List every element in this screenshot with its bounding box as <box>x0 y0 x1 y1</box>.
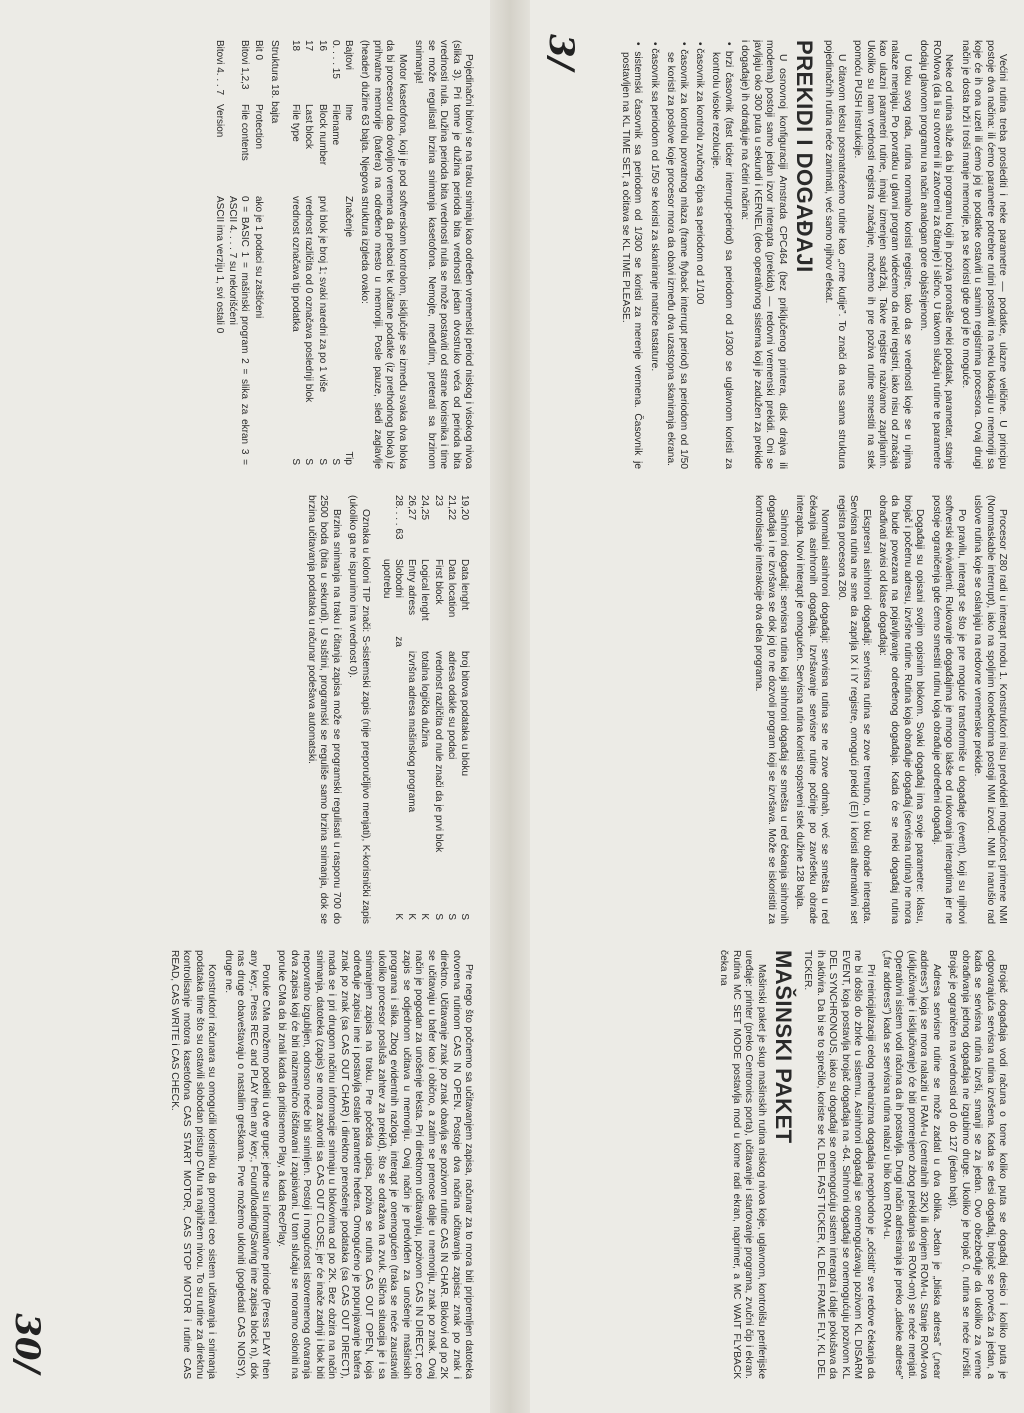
table-cell: Protection <box>252 104 264 150</box>
table-head-cell: Ime <box>343 104 355 121</box>
bullet-text: brzi časovnik (fast ticker interrupt-period) sa periodom od 1/300 se uglavnom koristi za kontrolu visoke rezolucije. <box>710 50 734 469</box>
table-cell: 26,27 <box>406 495 418 521</box>
table-cell: Entry adress <box>406 559 418 616</box>
table-row <box>225 40 250 469</box>
table-cell: 21,22 <box>445 495 457 521</box>
right-col-3 <box>544 950 1008 1379</box>
table-cell: prvi blok je broj 1; svaki naredni za po 1 više <box>316 196 328 393</box>
table-row <box>315 40 328 469</box>
paragraph-oznaka: Oznaka u koloni TIP znači: S-sistemski zapis (nije preporučljivo menjati), K-korisnički zapis (ukoliko ga ne ispunimo ima vrednost 0). <box>347 495 371 924</box>
paragraph-pre-nego: Pre nego što počnemo sa učitavanjem zapisa, računar za to mora biti pripremljen datoteka otvorena rutinom CAS IN OPEN. Postoje dva načina učitavanja zapisa: znak po znak i direktno. Učitavanje znak po znak obavlja se pozivom rutine CAS IN CHAR. Blokovi od po 2K se učitavaju u bafer kao i obično, a zatim se prenose dalje u memoriju, znak po znak. Ovaj način je pogodan za unošenje teksta. Pri direktnom učitavanju, pozivom CAS IN DIRECT, ceo zapis se odjednom učitava u memoriju. Ovaj način je predviđen za unošenje mašinskih programa i slika. Zbog evidentnih razloga, interapt je onemogućen (traka se neće zaustaviti ukoliko procesor posluša zahtev za prekid), što se odražava na zvuk. Slična situacija je i sa snimanjem zapisa na traku. Pre početka upisa, poziva se rutina CAS OUT OPEN, koja određuje zapisu ime i postavlja ostale parametre hedera. Omogućeno je popunjavanje bafera znak po znak (sa CAS OUT CHAR) i direktno prenošenje podataka (sa CAS OUT DIRECT), mada se i pri drugom načinu informacije snimaju u blokovima od po 2K. Bez obzira na način snimanja, datoteka (zapis) se mora zatvoriti sa CAS OUT CLOSE, jer će inače zadnji i blok biti nepovratno izgubljen, odnosno neće biti snimljen. Postoji i mogućnost istovremenog otvaranja dva zapisa koji će biti naizmenično iščitavani i zapisivani. U tom slučaju se moramo osloniti na poruke CMa da bi znali kada da pritisnemo Play, a kada Rec/Play. <box>276 950 474 1379</box>
left-col-1 <box>10 40 474 469</box>
struct-title: Struktura 18. bajta <box>269 40 281 124</box>
paragraph: Pri reinicijalizaciji celog mehanizma događaja neophodno je „očistiti” sve redove čekanja da ne bi došlo do zbrke u sistemu. Asinhroni događaji se onemogućavaju pozivom KL DISARM EVENT, koja postavlja brojač događaja na -64. Sinhroni događaji se onemogućuju pozivom KL DEL SYNCHRONOUS, iako su događaji se onemogućuju sistem interapta i dalje pokušava da ih aktivira. Da bi se to sprečilo, koriste se KL DEL FAST TICKER, KL DEL FRAME FLY, KL DEL TICKER. <box>802 950 876 1379</box>
table-cell: Filename <box>329 104 341 146</box>
table-cell: S <box>303 458 315 465</box>
table-cell: Slobodni za upotrebu <box>380 559 405 647</box>
table-cell: First block <box>432 559 444 605</box>
paragraph-intro: Pojedinačni bitovi se na traku snimaju kao određen vremenski period niskog i visokog nivoa (slika 3). Pri tome je dužina perioda bita vrednosti jedan dvostruko veća od perioda bita vrednosti nula. Dužina perioda bita vrednosti nula se može postaviti od strane korisnika i time se može regulisati brzina snimanja kasetofona. Nemojte, međutim, preterati sa brzinom snimanja! <box>413 40 474 469</box>
table-cell: 0 = BASIC 1 = mašinski program 2 = slika za ekran 3 = ASCII 4. . . . 7 su nekorišćeni <box>227 196 251 465</box>
table-cell: vrednost označava tip podatka <box>290 196 302 332</box>
paragraph: Većini rutina treba proslediti i neke parametre — podatke, ulazne veličine. U principu postoje dva načina: ili ćemo parametre potrebne rutini postaviti na neku lokaciju u memoriji sa koje će ih ona uzeti ili ćemo joj te podatke ostaviti u samim registrima procesora. Ovaj drugi način je dosta brži i troši manje memorije, pa se koristi gde god je to moguće. <box>959 40 1008 469</box>
bullet-text: časovnik za kontrolu zvučnog čipa sa periodom od 1/100 <box>694 48 706 305</box>
paragraph-sinhroni: Sinhroni događaji: servisna rutina koji sinhroni događaj se smešta u red čekanja sinhronih događaja i ne izvršava se dok joj to ne dozvoli program koji se izvršava. Može se iskoristiti za kontrolisanje interakcije dva dela programa. <box>753 495 789 924</box>
bullet-item: • brzi časovnik (fast ticker interrupt-period) sa periodom od 1/300 se uglavnom koristi za kontrolu visoke rezolucije. <box>710 42 734 469</box>
table-cell: S <box>445 913 457 920</box>
table-cell: Data location <box>445 559 457 618</box>
table-cell: S <box>459 913 470 920</box>
table-head-cell: Značenje <box>343 196 355 238</box>
table-row <box>404 495 417 924</box>
table-cell: K <box>393 913 405 920</box>
paragraph: U osnovnoj konfiguraciji Amstrada CPC464 (bez priključenog printera, disk drajva ili modema) postoji samo jedan izvor interapta (prekida) — redovni vremenski prekidi. Oni se javljaju oko 300 puta u sekundi i KERNEL (deo operativnog sistema koji je zadužen za prekide i događaje) ih odradjuje na četiri načina: <box>739 40 788 469</box>
bullet-text: sistemski časovnik sa periodom od 1/300 se koristi za merenje vremena. Časovnik je postavljen na KL TIME SET, a očitava se KL TIME PLEASE. <box>619 51 644 469</box>
paragraph-motor: Motor kasetofona, koji je pod softverskom kontrolom, isključuje se između svaka dva bloka da bi procesoru dao dovoljno vremena da prebaci tek učitane podatke (iz prethodnog bloka) iz prihvatne memorije (bafera) na određeno mesto u memoriji. Posle pauze, sledi zaglavlje (header) dužine 63 bajta. Njegova struktura izgleda ovako: <box>359 40 408 469</box>
table-cell: 16 <box>316 40 328 52</box>
table-cell: S <box>329 458 341 465</box>
table-cell: File type <box>290 104 302 142</box>
header-structure-table-continued <box>379 495 470 924</box>
left-page <box>0 0 490 1413</box>
table-cell: S <box>290 458 302 465</box>
table-row <box>457 495 470 924</box>
table-cell: Bitovi 4. . . 7 <box>214 40 226 96</box>
table-cell: S <box>316 458 328 465</box>
table-cell: vrednost različita od nule znači da je prvi blok <box>432 651 444 853</box>
table-row <box>444 495 457 924</box>
left-col-2 <box>10 495 474 924</box>
paragraph-normalni: Normalni asinhroni događaji: servisna rutina se ne zove odmah, već se smešta u red čekanja asinhronih događaja. Izvršavanje servisne rutine počinje po završetku obrade interapta. Novi interapt je omogućen. Servisna rutina koristi sopstveni stek dužine 128 bajta. <box>794 495 831 924</box>
table-row <box>328 40 341 469</box>
right-col-1 <box>544 40 1008 469</box>
right-page <box>534 0 1024 1413</box>
right-col-2 <box>544 495 1008 924</box>
table-cell: totalna logička dužina <box>419 651 431 748</box>
table-cell: vrednost različita od 0 označava poslednji blok <box>303 196 315 403</box>
table-cell: S <box>432 913 444 920</box>
header-structure-table <box>288 40 354 469</box>
paragraph-konstruktori: Konstruktori računara su omogućili korisniku da promeni ceo sistem učitavanja i snimanja podataka time što su ostavili slobodan pristup CMu na najnižem nivou. To su rutine za direktnu kontrolisanje motora kasetofona CAS START MOTOR, CAS STOP MOTOR i rutine CAS READ, CAS WRITE i CAS CHECK. <box>168 950 218 1379</box>
table-cell: 28. . . . 63 <box>393 495 405 540</box>
table-cell: broj bitova podataka u bloku <box>459 651 470 777</box>
table-cell: izvršna adresa mašinskog programa <box>406 651 418 813</box>
table-cell: 19,20 <box>459 495 470 521</box>
paragraph: Brojač događaja vodi računa o tome koliko puta se događaj desio i koliko puta je odgovarajuća servisna rutina izvršena. Kada se desi događaj, brojač se poveća za jedan, a kada se servisna rutina izvrši, smanji se za jedan. Ovo obezbeđuje da ukoliko za vreme obrađivanja jednog događaja ne izgubimo druge. Ukoliko je brojač 0, rutina se neće izvršiti. Brojač je ograničen na vrednosti od 0 do 127 (jedan bajt). <box>947 950 1008 1379</box>
bullet-item: • sistemski časovnik sa periodom od 1/300 se koristi za merenje vremena. Časovnik je postavljen na KL TIME SET, a očitava se KL TIME PLEASE. <box>619 42 644 469</box>
table-header-row <box>341 40 354 469</box>
section-heading-masinski-paket: MAŠINSKI PAKET <box>771 950 796 1144</box>
table-cell: Bitovi 1,2,3 <box>239 40 251 90</box>
table-head-cell: Bajtovi <box>343 40 355 71</box>
table-cell: File contents <box>239 104 251 161</box>
paragraph-brzina: Brzina snimanja na traku i čitanja zapisa može se programski regulisati u rasponu 700 do 2500 boda (bita u sekundi). U suštini, programski se reguliše samo brzina snimanja, dok se brzina učitavanja podataka u računar podešava automatski. <box>305 495 342 924</box>
bullet-item: • časovnik za kontrolu povratnog mlaza (frame flyback interrupt period) sa periodom od 1/50 se koristi za poslove koje procesor mora da obavi između dva uzastopna skaniranja ekrana. <box>665 42 689 469</box>
table-row <box>301 40 314 469</box>
table-cell <box>379 651 404 906</box>
table-cell: K <box>406 913 418 920</box>
paragraph-ekspresni: Ekspresni asinhroni događaji: servisna rutina se zove trenutno, u toku obrade interapta. Servisna rutina ne sme da zaprlja IX i IY registre, omogući prekid (EI) i koristi alternativni set registra procesora Z80. <box>835 495 872 924</box>
table-cell: 23 <box>432 495 444 507</box>
paragraph: U toku svog rada, rutina normalno koristi registre, tako da se vrednosti koje se u njima nalaze menjaju. Po povratku u glavni program videćemo da neki registri, iako nisu od značaja kao ulazni parametri rutine, imaju izmenjen sadržaj. Takve registre nazivamo zaprljanim. Ukoliko su nam vrednosti registra značajne, možemo ih pre poziva rutine smestiti na stek pomoću PUSH instrukcije. <box>852 40 913 469</box>
bullet-item: • časovnik sa periodom od 1/50 se koristi za skaniranje matrice tastature. <box>648 42 660 372</box>
table-row <box>212 40 225 469</box>
table-row <box>417 495 430 924</box>
table-cell: 17 <box>303 40 315 52</box>
table-cell: Block number <box>316 104 328 166</box>
table-cell: ASCII ima verziju 1, svi ostali 0 <box>214 196 226 334</box>
table-row <box>251 40 264 469</box>
table-row <box>379 495 404 924</box>
section-heading-prekidi: PREKIDI I DOGAĐAJI <box>791 40 817 273</box>
page-fold <box>490 0 530 1413</box>
byte18-structure-table <box>212 40 264 469</box>
paragraph: Procesor Z80 radi u interapt modu 1. Konstruktori nisu predvideli mogućnost primene NMI (Nonmaskable interrupt), iako na spoljnim konektorima postoji NMI izvod. NMI bi narušio rad uslove rutina koje se oslanjaju na redovne vremenske prekide. <box>972 495 1008 924</box>
table-cell: Last block <box>303 104 315 150</box>
paragraph: Događaji su opisani svojim opisnim blokom. Svaki događaj ima svoje parametre: klasu, brojač i početnu adresu, izvršne rutine. Rutina koja obrađuje događaj (servisna rutina) ne mora da bude povezana na pojavljivanje određenog događaja. Kada će se neki događaj rutina obrađivati zavisi od klase događaja: <box>877 495 926 924</box>
paragraph: Po pravilu, interapt se što je pre moguće transformiše u događaje (event), koji su njihovi softverski ekvivalenti. Rukovanje događajima je mnogo lakše od rukovanja interaptima jer ne postoje ograničenja gde ćemo smestiti rutinu koja obrađuje određeni događaj. <box>930 495 967 924</box>
paragraph: U čitavom tekstu posmatraćemo rutine kao „crne kutije”. To znači da nas sama struktura pojedinačnih rutina neće zanimati, već samo njihov efekat. <box>823 40 847 469</box>
table-cell: 24,25 <box>419 495 431 521</box>
table-cell: K <box>419 913 431 920</box>
left-col-3 <box>10 950 474 1379</box>
bullet-text: časovnik sa periodom od 1/50 se koristi za skaniranje matrice tastature. <box>648 48 660 372</box>
table-head-cell: Tip <box>343 451 355 465</box>
page-number: 3/ <box>541 34 582 71</box>
table-cell: Version <box>214 104 226 138</box>
table-row <box>288 40 301 469</box>
bullet-item: • časovnik za kontrolu zvučnog čipa sa periodom od 1/100 <box>694 42 706 305</box>
table-cell: Bit 0 <box>252 40 264 61</box>
paragraph-poruke: Poruke CMa možemo podeliti u dve grupe: jedne su informativne prirode (Press PLAY then any key:, Press REC and PLAY then any key:, Found/loading/Saving ime zapisa block n), dok nas druge obaveštavaju o nastalim greškama. Prve možemo ukloniti (pogledati CAS NOISY), druge ne. <box>222 950 271 1379</box>
table-cell: 0. . . . 15 <box>329 40 341 79</box>
table-row <box>430 495 443 924</box>
table-cell: ako je 1 podaci su zaštićeni <box>252 196 264 319</box>
table-cell: 18 <box>290 40 302 52</box>
bullet-text: časovnik za kontrolu povratnog mlaza (frame flyback interrupt period) sa periodom od 1/50 se koristi za poslove koje procesor mora da obavi između dva uzastopna skaniranja ekrana. <box>665 49 689 469</box>
table-cell: Data lenght <box>459 559 470 611</box>
page-number: 30/ <box>7 1313 48 1373</box>
paragraph: Adresa servisne rutine se može zadati u dva oblika. Jedan je „bliska adresa” („near address”) koja se mora nalaziti u RAM-u (centralnih 32K) ili donjem ROM-u. Stanje ROM-ova (uključivanje i isključivanje) će biti promenjeno zbog prekidanja sa ROM-om) se neće menjati. Operativni sistem vodi računa da ih postavlja. Drugi način adresiranja je preko „daleke adrese” („far address”) kada se servisna rutina nalazi u bilo kom ROM-u. <box>881 950 942 1379</box>
paragraph: Neke od rutina služe da bi programu koji ih poziva pronašle neki podatak, parametar, stanje ROMova (da li su otvoreni ili zatvoreni za čitanje) i slično. U takvom slučaju rutine te parametre dodaju glavnom programu na način analogan gore objašnjenom. <box>918 40 955 469</box>
table-cell: Logical lenght <box>419 559 431 621</box>
table-cell <box>328 196 341 451</box>
table-cell: adresa odakle su podaci <box>445 651 457 760</box>
paragraph: Mašinski paket je skup mašinskih rutina niskog nivoa koje, uglavnom, kontrolišu periferijske uređaje: printer (preko Centronics porta), učitavanje i startovanje programa, zvučni čip i ekran. Rutina MC SET MODE postavlja mod u kome radi ekran, naprimer, a MC WAIT FLYBACK čeka na <box>718 950 767 1379</box>
